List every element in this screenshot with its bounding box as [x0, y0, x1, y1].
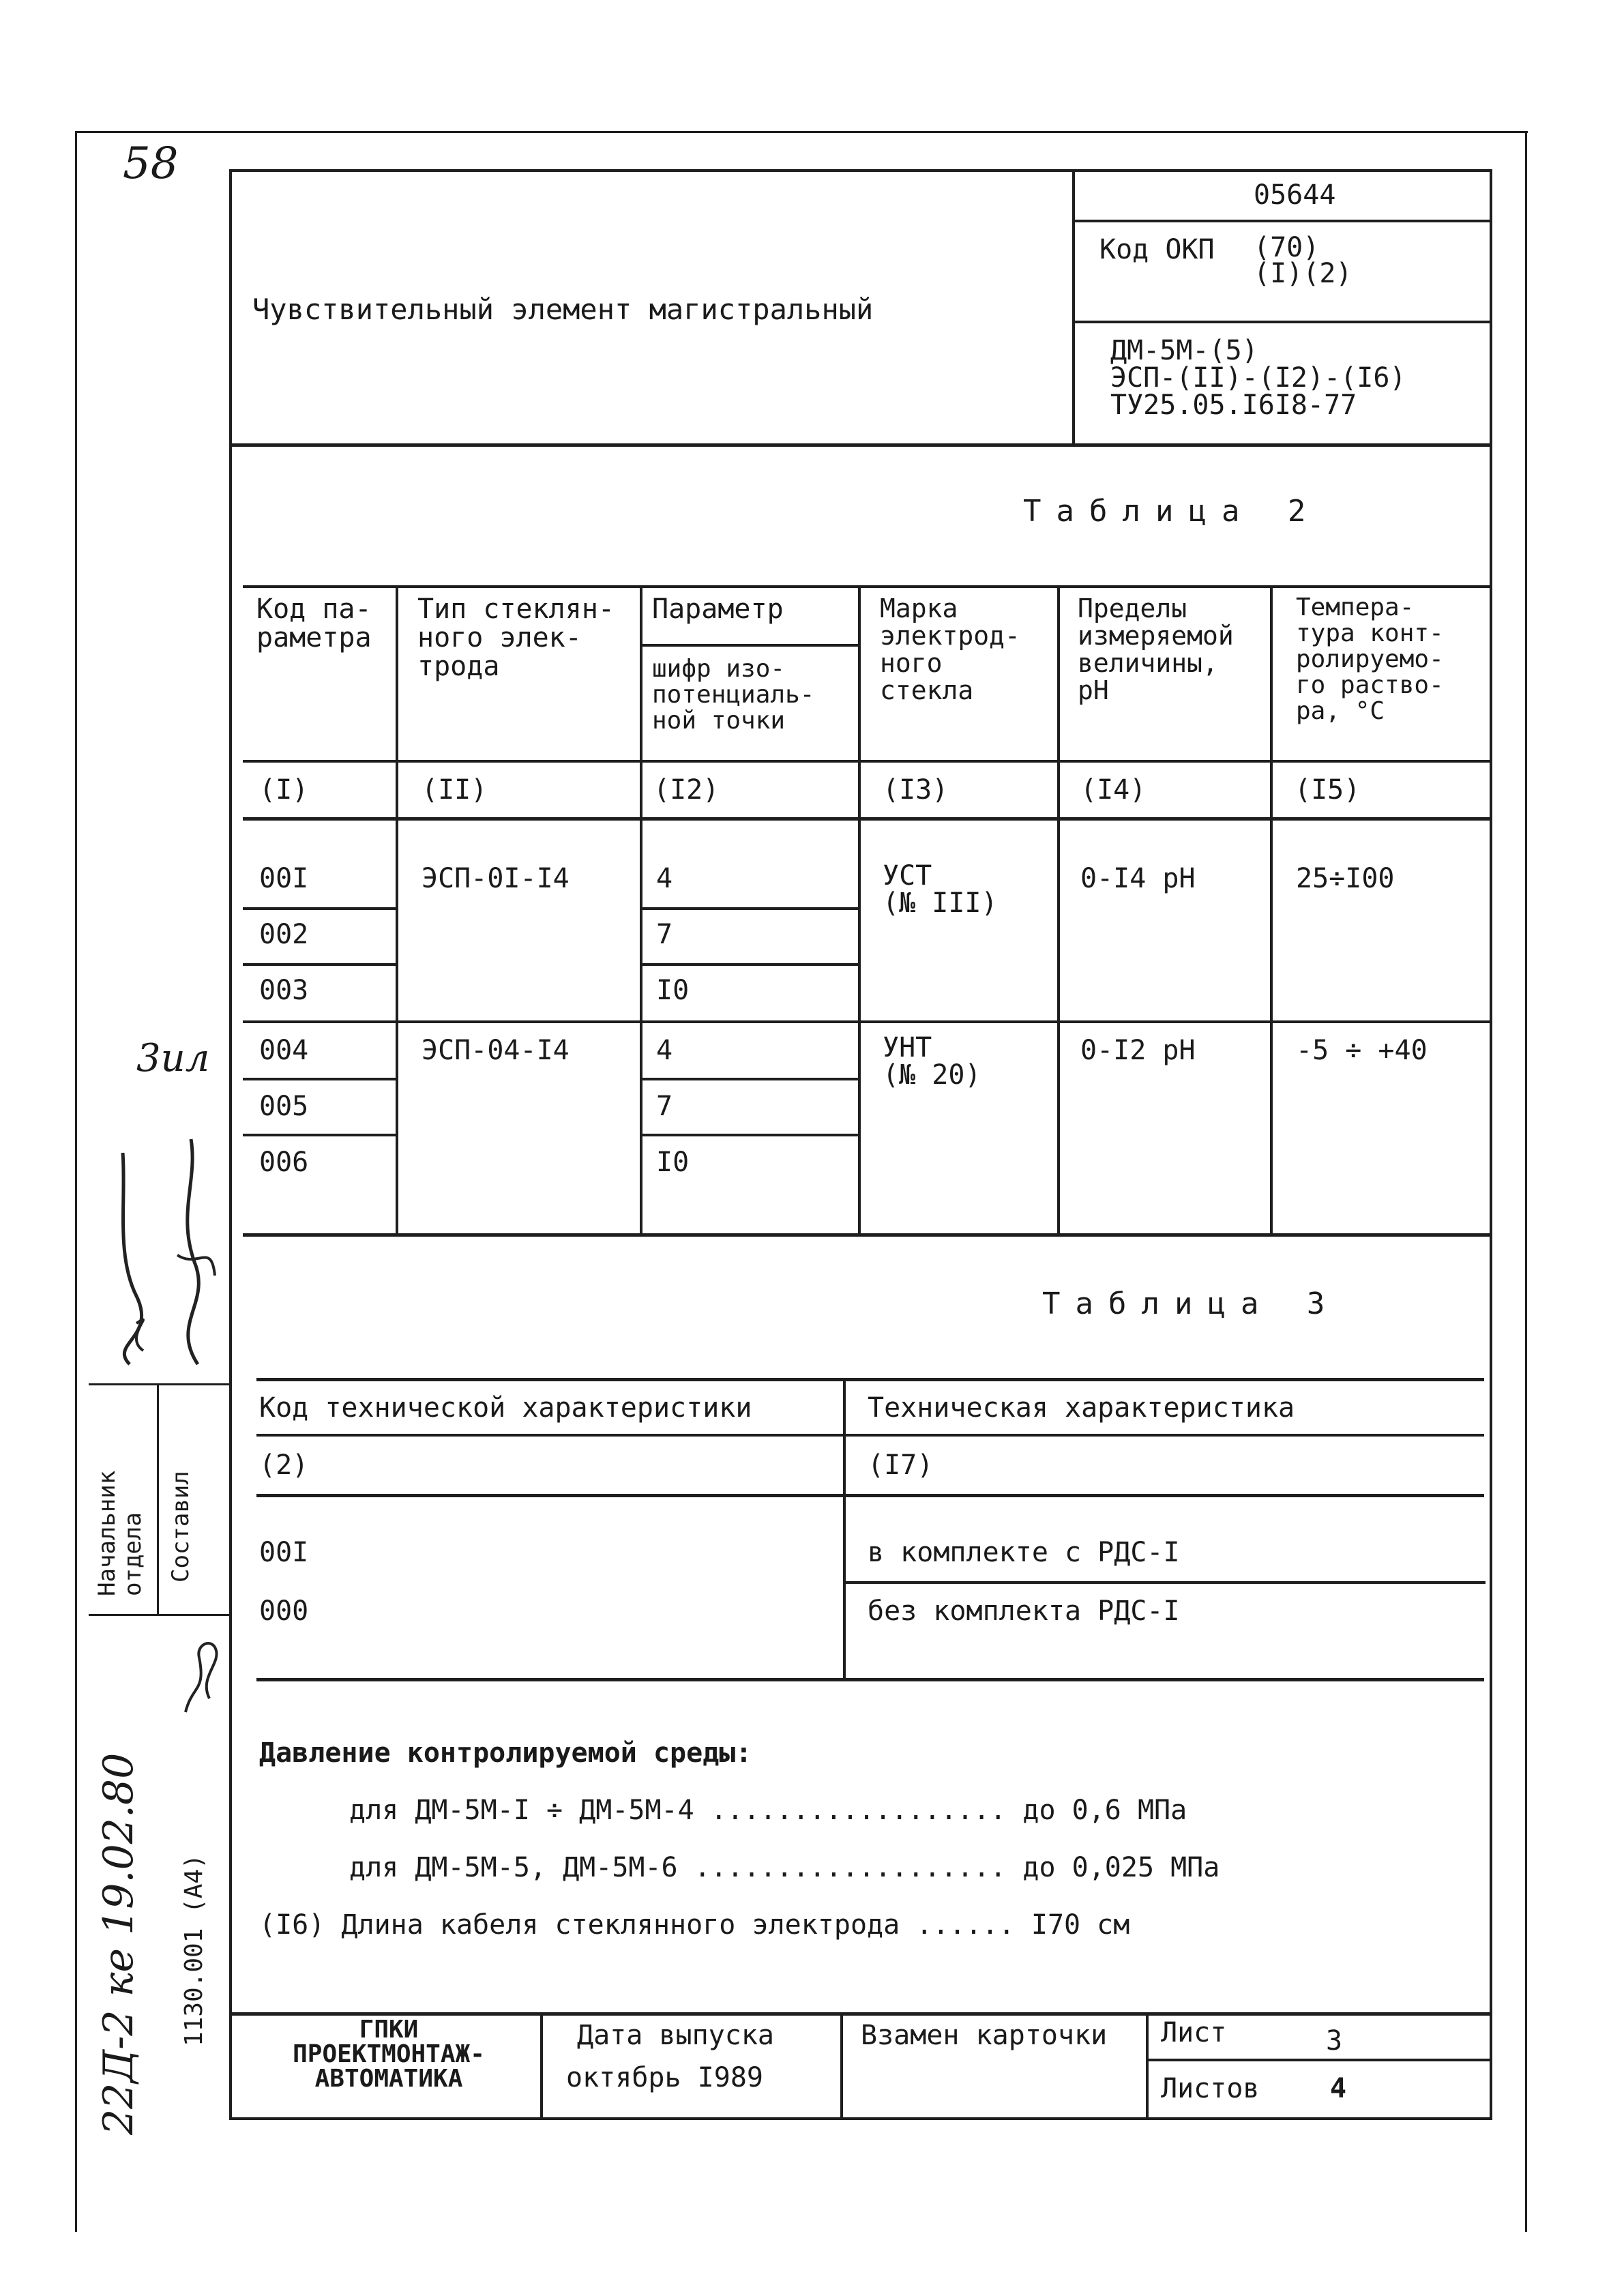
footer-col3 — [1146, 2012, 1149, 2120]
t2-group-divider — [243, 1020, 1492, 1023]
t2-col4 — [1057, 585, 1060, 1235]
table-row-desc: в комплекте с РДС-I — [868, 1537, 1180, 1568]
page-frame-top — [75, 131, 1528, 133]
t2-index-3: (I2) — [653, 774, 720, 806]
glass-brand: УСТ (№ III) — [883, 860, 998, 919]
compiled-by-label: Составил — [167, 1471, 194, 1583]
t2-col1 — [396, 585, 398, 1235]
issue-date-value: октябрь I989 — [566, 2062, 763, 2093]
measure-range: 0-I2 pH — [1080, 1035, 1196, 1066]
row-sep-6 — [243, 1134, 397, 1136]
table-row-code: 006 — [259, 1147, 309, 1178]
row-sep-8 — [641, 1134, 858, 1136]
table-row-param: 4 — [656, 1035, 673, 1066]
sheet-label: Лист — [1161, 2017, 1227, 2048]
t2-header-param: Параметр — [652, 593, 784, 625]
handwritten-page-number: 58 — [123, 138, 179, 189]
t2-header-bottom — [243, 760, 1492, 763]
t3-bottom — [256, 1678, 1484, 1681]
t2-col3 — [858, 585, 861, 1235]
param-subheader-line — [641, 644, 858, 647]
org-stamp: ГПКИ ПРОЕКТМОНТАЖ- АВТОМАТИКА — [293, 2016, 485, 2093]
table3-title: Таблица 3 — [1042, 1286, 1340, 1321]
page-frame-right — [1525, 131, 1527, 2232]
margin-col — [157, 1383, 159, 1615]
format-code: 1130.001 (А4) — [180, 1854, 208, 2046]
signature-marks — [95, 1119, 232, 1392]
table-row-code: 003 — [259, 975, 309, 1006]
row-sep-3 — [641, 907, 858, 910]
t3-top — [256, 1378, 1484, 1381]
table-row-code: 004 — [259, 1035, 309, 1066]
t3-row-sep — [844, 1581, 1486, 1584]
temperature: -5 ÷ +40 — [1296, 1035, 1428, 1066]
t3-header-code: Код технической характеристики — [259, 1392, 752, 1424]
head-of-dept-label: Начальник отдела — [93, 1470, 147, 1596]
date-signature-mark — [179, 1630, 226, 1719]
t2-header-temp: Темпера- тура конт- ролируемо- го раство- ра, °С — [1296, 593, 1444, 725]
t2-col2 — [640, 585, 642, 1235]
handwritten-mark: 3ил — [136, 1036, 210, 1080]
t2-header-type: Тип стеклян- ного элек- трода — [417, 593, 615, 682]
footer-sheet-sep — [1146, 2059, 1492, 2061]
t3-index-bottom — [256, 1494, 1484, 1497]
table-row-code: 002 — [259, 919, 309, 950]
t3-index-1: (2) — [259, 1449, 309, 1481]
t2-top-line — [243, 585, 1492, 588]
code-number: 05644 — [1254, 179, 1336, 211]
t3-col — [843, 1378, 846, 1681]
page-frame-left — [75, 131, 77, 2232]
t2-index-5: (I4) — [1080, 774, 1147, 806]
handwritten-date: 22Д-2 ке 19.02.80 — [95, 1752, 143, 2135]
table-row-param: I0 — [656, 975, 690, 1006]
t2-index-bottom — [243, 817, 1492, 821]
glass-brand: УНТ (№ 20) — [883, 1032, 981, 1091]
header-divider — [1072, 169, 1075, 445]
table-row-param: 4 — [656, 863, 673, 894]
t2-index-2: (II) — [422, 774, 488, 806]
t3-header-bottom — [256, 1434, 1484, 1437]
table2-title: Таблица 2 — [1023, 494, 1321, 529]
footer-col1 — [540, 2012, 543, 2120]
designation: ДМ-5М-(5) ЭСП-(II)-(I2)-(I6) ТУ25.05.I6I8-77 — [1110, 335, 1406, 421]
header-bottom-line — [229, 443, 1492, 447]
okp-code-value: (70) (I)(2) — [1254, 232, 1353, 289]
row-sep-1 — [243, 907, 397, 910]
margin-sep-2 — [89, 1614, 229, 1616]
sheet-value: 3 — [1326, 2025, 1343, 2057]
pressure-line-2: для ДМ-5М-5, ДМ-5М-6 ................... до 0,025 МПа — [349, 1852, 1220, 1883]
t2-header-code: Код па- раметра — [256, 593, 372, 653]
electrode-type: ЭСП-0I-I4 — [422, 863, 570, 894]
row-sep-2 — [243, 963, 397, 966]
t3-index-2: (I7) — [868, 1449, 934, 1481]
okp-line — [1072, 321, 1492, 323]
issue-date-label: Дата выпуска — [577, 2020, 774, 2051]
document-title: Чувствительный элемент магистральный — [252, 293, 874, 326]
row-sep-5 — [243, 1078, 397, 1080]
table-row-param: 7 — [656, 919, 673, 950]
footer-top — [229, 2012, 1492, 2016]
t2-index-6: (I5) — [1295, 774, 1361, 806]
electrode-type: ЭСП-04-I4 — [422, 1035, 570, 1066]
t2-header-glass: Марка электрод- ного стекла — [880, 593, 1020, 705]
sheets-value: 4 — [1330, 2073, 1347, 2104]
measure-range: 0-I4 pH — [1080, 863, 1196, 894]
t2-bottom — [243, 1233, 1492, 1237]
table-row-code: 005 — [259, 1091, 309, 1122]
document-frame — [229, 169, 1492, 2120]
t2-header-param-sub: шифр изо- потенциаль- ной точки — [652, 655, 815, 735]
t3-header-desc: Техническая характеристика — [868, 1392, 1295, 1424]
t2-header-range: Пределы измеряемой величины, pH — [1078, 593, 1234, 705]
row-sep-4 — [641, 963, 858, 966]
okp-code-label: Код ОКП — [1099, 234, 1215, 265]
pressure-title: Давление контролируемой среды: — [259, 1737, 752, 1769]
code-number-line — [1072, 220, 1492, 222]
temperature: 25÷I00 — [1296, 863, 1395, 894]
footer-col2 — [840, 2012, 843, 2120]
t2-col5 — [1270, 585, 1273, 1235]
row-sep-7 — [641, 1078, 858, 1080]
table-row-param: 7 — [656, 1091, 673, 1122]
cable-length-line: (I6) Длина кабеля стеклянного электрода ...... I70 см — [259, 1909, 1130, 1941]
table-row-code: 00I — [259, 1537, 309, 1568]
table-row-code: 000 — [259, 1595, 309, 1627]
sheets-label: Листов — [1161, 2073, 1260, 2104]
table-row-code: 00I — [259, 863, 309, 894]
table-row-desc: без комплекта РДС-I — [868, 1595, 1180, 1627]
pressure-line-1: для ДМ-5М-I ÷ ДМ-5М-4 .................. до 0,6 МПа — [349, 1795, 1187, 1826]
t2-index-4: (I3) — [883, 774, 949, 806]
table-row-param: I0 — [656, 1147, 690, 1178]
t2-index-1: (I) — [259, 774, 309, 806]
replace-card-label: Взамен карточки — [861, 2020, 1108, 2051]
